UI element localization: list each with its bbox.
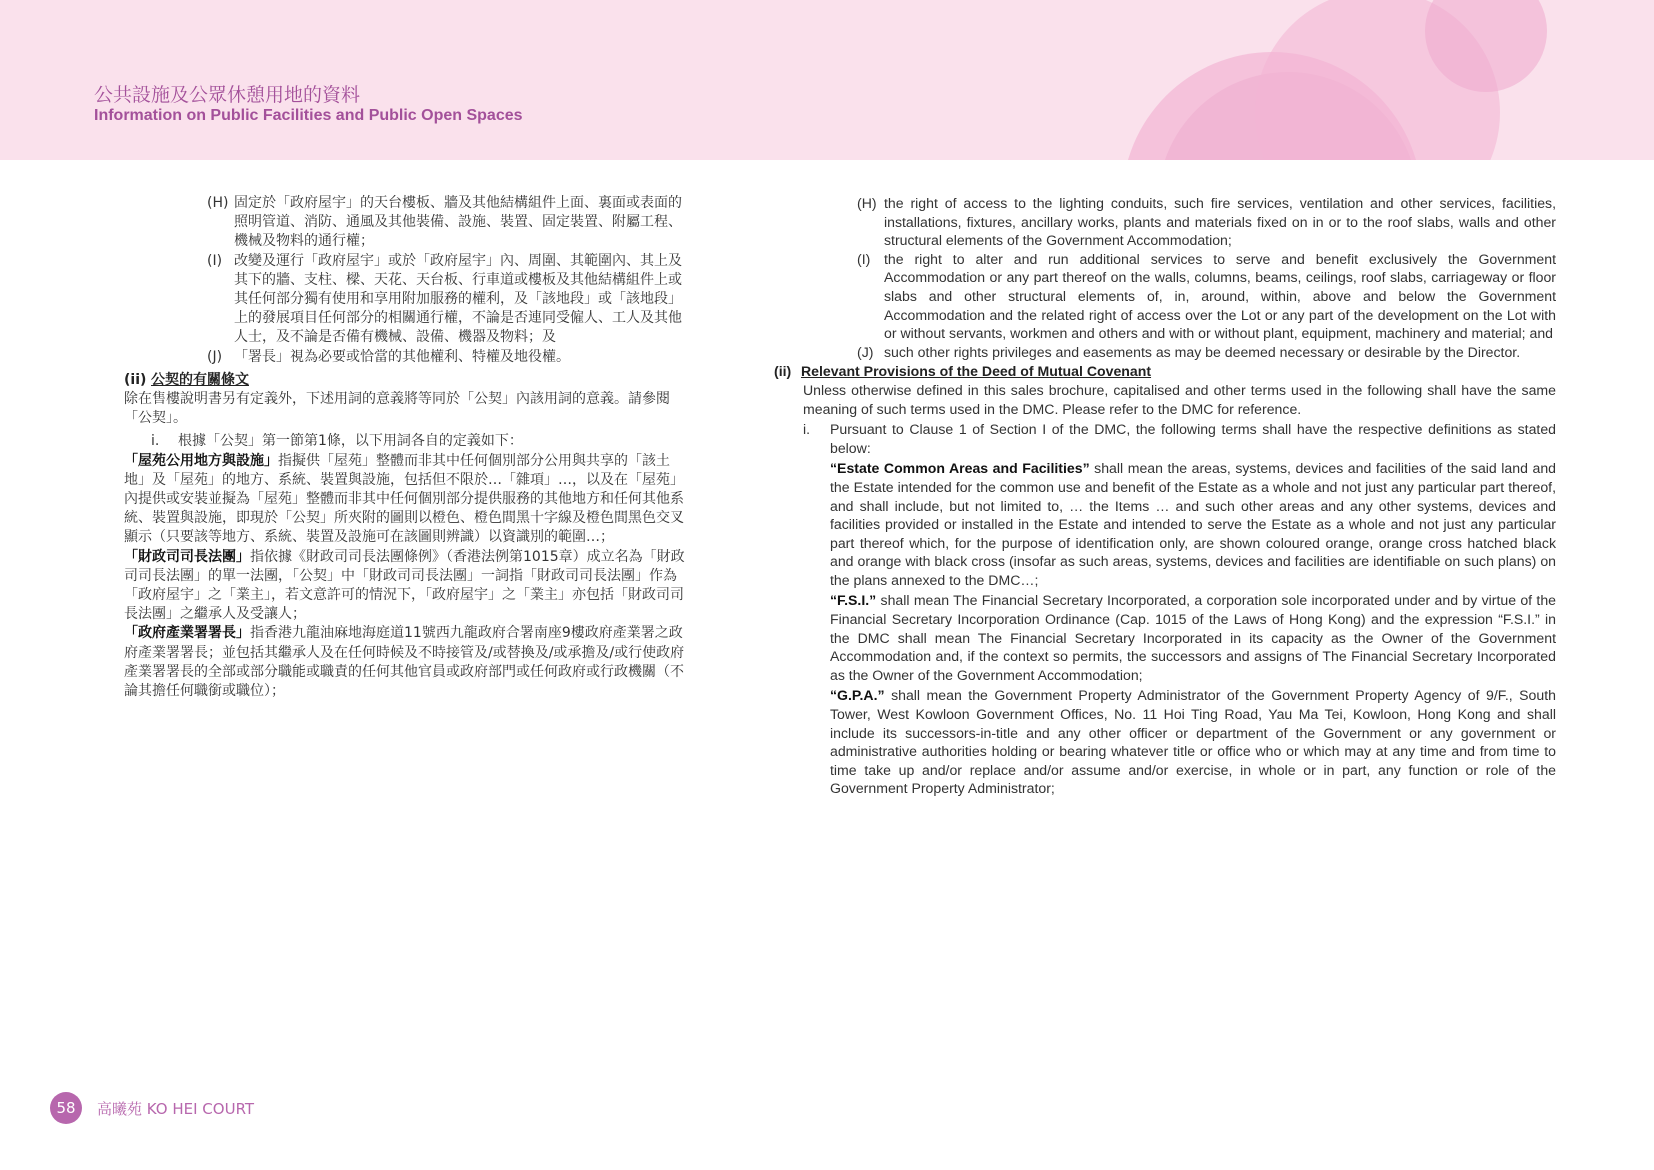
item-marker: (J) (207, 348, 223, 365)
list-item (207, 348, 689, 367)
intro-paragraph: 除在售樓說明書另有定義外，下述用詞的意義將等同於「公契」內該用詞的意義。請參閱「公契」。 (124, 391, 670, 427)
section-number: (ii) (124, 371, 147, 388)
definition-text: shall mean the Government Property Administrator of the Government Property Agency of 9/F., South Tower, West Kowloon Government Offices, No. 11 Hoi Ting Road, Yau Ma Tei, Kowloon, Hong Kong and shall include its successors-in-title and any other officer or department of the Government or any government or administrative authorities holding or bearing whatever title or office who or which may at any time and from time to time take up and/or replace and/or assume and/or exercise, in whole or in part, any function or role of the Government Property Administrator; (830, 687, 1556, 797)
chinese-column (124, 194, 689, 701)
definition-text: 指依據《財政司司長法團條例》（香港法例第1015章）成立名為「財政司司長法團」的單一法團，「公契」中「財政司司長法團」一詞指「財政司司長法團」作為「政府屋宇」之「業主」，若文意許可的情況下，「政府屋宇」之「業主」亦包括「財政司司長法團」之繼承人及受讓人； (124, 548, 685, 623)
estate-name: 高曦苑 KO HEI COURT (97, 1100, 255, 1118)
definition-text: 指擬供「屋苑」整體而非其中任何個別部分公用與共享的「該土地」及「屋苑」的地方、系統、裝置與設施，包括但不限於…「雜項」…，以及在「屋苑」內提供或安裝並擬為「屋苑」整體而非其中任何個別部分提供服務的其他地方和任何其他系統、裝置與設施，即現於「公契」所夾附的圖則以橙色、橙色間黑十字線及橙色間黑色交叉顯示（只要該等地方、系統、裝置及設施可在該圖則辨識）以資識別的範圍…； (124, 452, 684, 546)
definition (830, 591, 1556, 684)
list-item (857, 343, 1556, 362)
definition (124, 548, 689, 625)
pursuant-item (151, 432, 689, 451)
item-marker: (H) (207, 195, 229, 211)
page-title-zh: 公共設施及公眾休憩用地的資料 (94, 84, 361, 106)
definition-text: shall mean the areas, systems, devices and facilities of the said land and the Estate intended for the common use and benefit of the Estate as a whole and not just any particular part thereof, and shall include, but not limited to, … the Items … and such other areas and any other systems, devices and facilities provided or installed in the Estate and intended to serve the Estate as a whole and not just any particular part thereof which, for the purpose of identification only, are shown coloured orange, orange cross hatched black and orange with black cross (insofar as such areas, systems, devices and facilities are identifiable on such plans) on the plans annexed to the DMC…; (830, 460, 1557, 588)
section-heading (774, 362, 1556, 381)
section-title: 公契的有關條文 (151, 371, 249, 388)
pursuant-item (803, 420, 1556, 457)
english-column (774, 194, 1556, 798)
section-heading (124, 371, 689, 390)
rights-list (207, 194, 689, 367)
list-item (207, 194, 689, 252)
definition-term: “F.S.I.” (830, 592, 877, 609)
list-item (857, 250, 1556, 343)
definition (830, 686, 1556, 798)
item-marker: (J) (857, 343, 874, 360)
page-title-en: Information on Public Facilities and Public Open Spaces (94, 107, 523, 124)
item-marker: (I) (207, 252, 223, 269)
section-title: Relevant Provisions of the Deed of Mutual Covenant (801, 363, 1152, 380)
definition (124, 452, 689, 548)
intro-paragraph: Unless otherwise defined in this sales brochure, capitalised and other terms used in the following shall have the same meaning of such terms used in the DMC. Please refer to the DMC for reference. (803, 381, 1556, 417)
item-text: such other rights privileges and easements as may be deemed necessary or desirable by the Director. (884, 343, 1521, 360)
item-text: Pursuant to Clause 1 of Section I of the DMC, the following terms shall have the respective definitions as stated below: (830, 421, 1556, 456)
definition-term: 「政府產業署署長」 (124, 625, 250, 642)
definition-term: “Estate Common Areas and Facilities” (830, 460, 1090, 477)
definition-text: 指香港九龍油麻地海庭道11號西九龍政府合署南座9樓政府產業署之政府產業署署長；並包括其繼承人及在任何時候及不時接管及/或替換及/或承擔及/或行使政府產業署署長的全部或部分職能或職責的任何其他官員或政府部門或任何政府或行政機關（不論其擔任何職銜或職位）； (124, 625, 685, 700)
section-number: (ii) (774, 363, 792, 380)
item-text: 根據「公契」第一節第1條，以下用詞各自的定義如下： (178, 433, 523, 450)
definition (124, 624, 689, 701)
list-item (857, 194, 1556, 250)
item-text: the right of access to the lighting conduits, such fire services, ventilation and other services, facilities, installations, fixtures, ancillary works, plants and materials fixed on in or to the roof slabs, walls and other structural elements of the Government Accommodation; (884, 195, 1556, 249)
item-text: the right to alter and run additional services to serve and benefit exclusively the Government Accommodation or any part thereof on the walls, columns, beams, ceilings, roof slabs, carriageway or floor slabs and other structural elements of, in, around, within, above and below the Government Accommodation and the related right of access over the Lot or any part of the development on the Lot with or without servants, workmen and others and with or without plant, equipment, machinery and material; and (884, 250, 1556, 342)
item-text: 固定於「政府屋宇」的天台樓板、牆及其他結構組件上面、裏面或表面的照明管道、消防、通風及其他裝備、設施、裝置、固定裝置、附屬工程、機械及物料的通行權； (234, 195, 682, 250)
item-marker: i. (803, 421, 811, 438)
item-marker: (H) (857, 195, 877, 211)
item-marker: (I) (857, 250, 871, 267)
item-text: 「署長」視為必要或恰當的其他權利、特權及地役權。 (234, 348, 570, 365)
definition-text: shall mean The Financial Secretary Incorporated, a corporation sole incorporated under and by virtue of the Financial Secretary Incorporation Ordinance (Cap. 1015 of the Laws of Hong Kong) and the expression “F.S.I.” in the DMC shall mean The Financial Secretary Incorporated in its capacity as the Owner of the Government Accommodation and, if the context so permits, the successors and assigns of The Financial Secretary Incorporated as the Owner of the Government Accommodation; (830, 592, 1556, 683)
page-header (0, 0, 1654, 160)
item-text: 改變及運行「政府屋宇」或於「政府屋宇」內、周圍、其範圍內、其上及其下的牆、支柱、樑、天花、天台板、行車道或樓板及其他結構組件上或其任何部分獨有使用和享用附加服務的權利，及「該地段」或「該地段」上的發展項目任何部分的相關通行權，不論是否連同受僱人、工人及其他人士，及不論是否備有機械、設備、機器及物料；及 (234, 252, 682, 346)
definition (830, 459, 1556, 589)
definition-term: 「財政司司長法團」 (124, 548, 250, 565)
definition-term: “G.P.A.” (830, 687, 885, 704)
rights-list (857, 194, 1556, 361)
item-marker: i. (151, 433, 160, 450)
page-number-badge: 58 (50, 1092, 82, 1124)
list-item (207, 252, 689, 348)
definition-term: 「屋苑公用地方與設施」 (124, 452, 278, 469)
